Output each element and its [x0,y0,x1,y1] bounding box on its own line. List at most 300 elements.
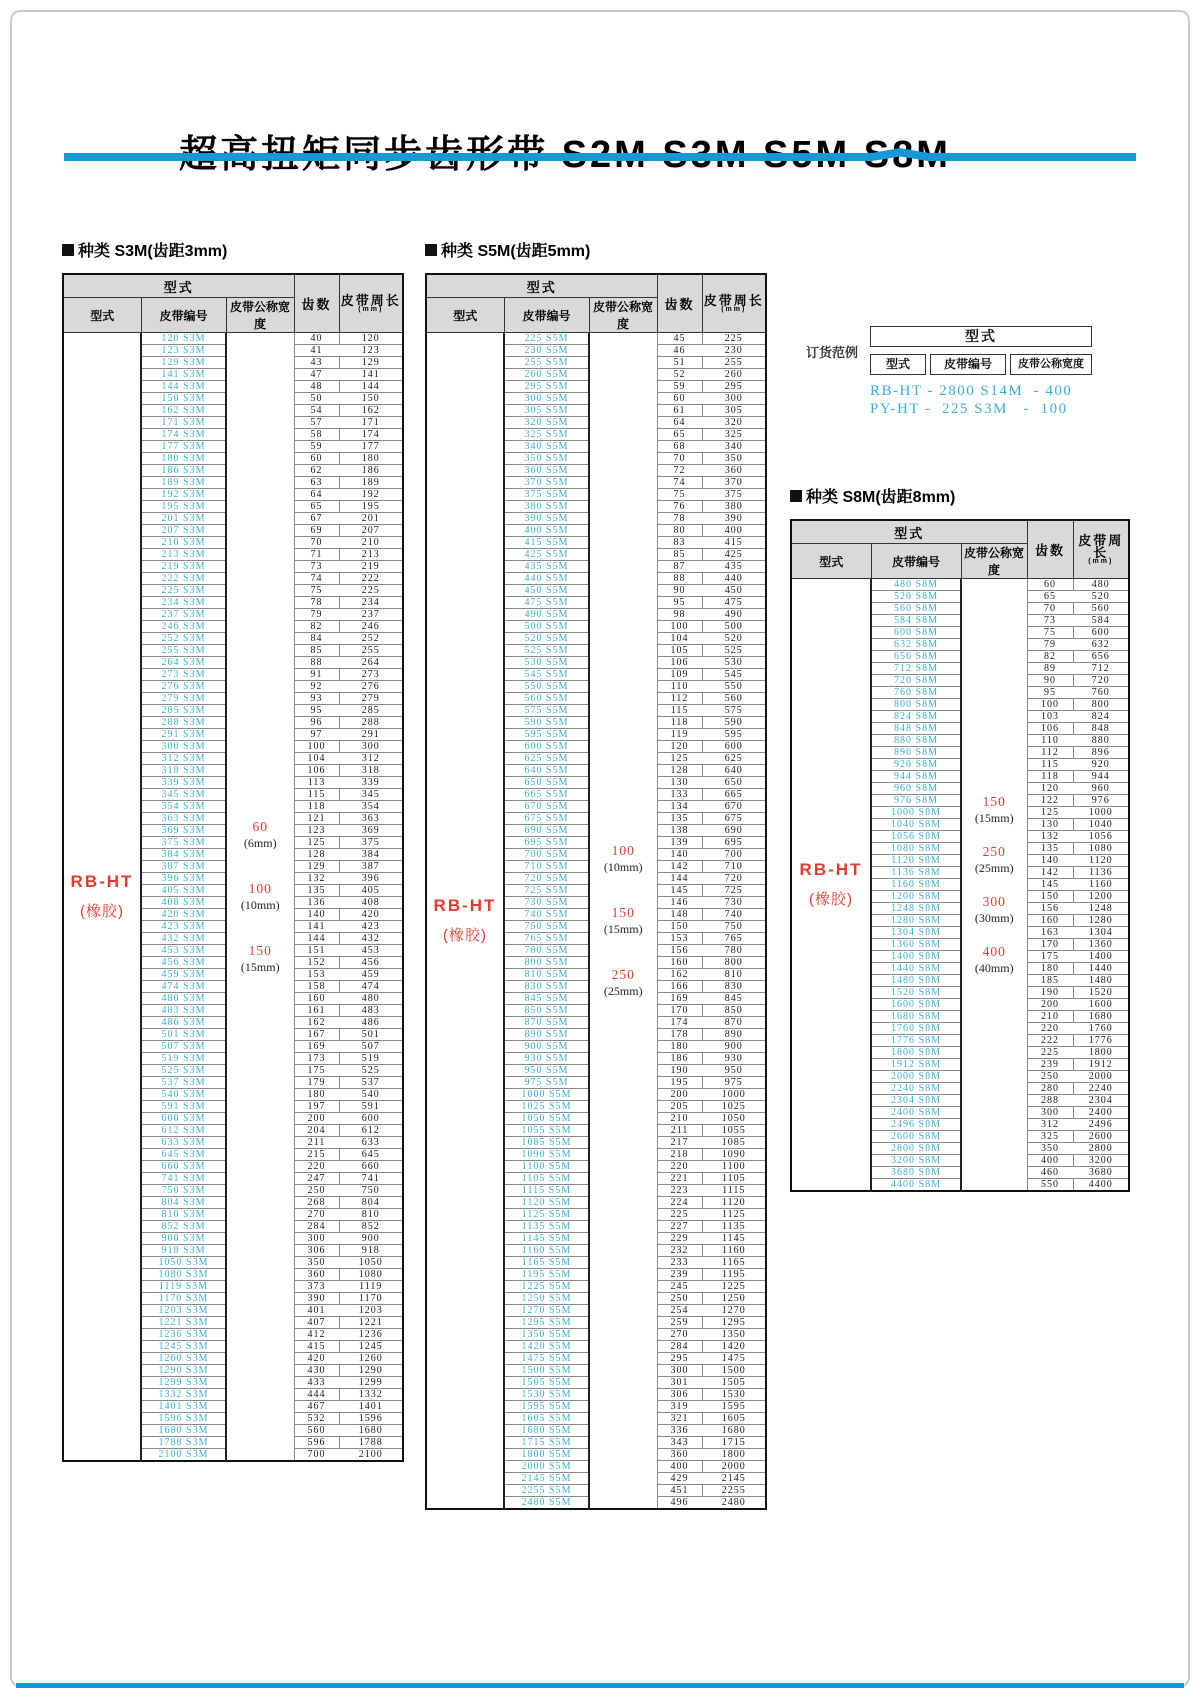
nominal-width-size: (15mm) [603,921,643,936]
teeth-count-cell: 132 [1027,831,1073,843]
belt-number-cell: 1480 S8M [871,975,961,987]
belt-length-cell: 900 [702,1041,766,1053]
belt-number-cell: 1800 S8M [871,1047,961,1059]
belt-length-cell: 520 [702,633,766,645]
belt-number-cell: 725 S5M [504,885,589,897]
nominal-width-value: 150 [611,904,635,920]
belt-number-cell: 1221 S3M [141,1317,226,1329]
nominal-width-entry [604,905,643,937]
teeth-count-cell: 215 [294,1149,339,1161]
belt-number-cell: 219 S3M [141,561,226,573]
belt-number-cell: 1250 S5M [504,1293,589,1305]
nominal-width-size: (10mm) [240,897,280,912]
belt-number-cell: 459 S3M [141,969,226,981]
nominal-width-entry [975,844,1014,876]
belt-number-cell: 560 S8M [871,603,961,615]
belt-number-cell: 2100 S3M [141,1449,226,1462]
teeth-count-cell: 60 [657,393,702,405]
belt-length-cell: 1236 [339,1329,403,1341]
column-header-group: 型式 [63,274,294,298]
belt-length-cell: 129 [339,357,403,369]
teeth-count-cell: 180 [294,1089,339,1101]
belt-length-cell: 560 [702,693,766,705]
belt-length-cell: 507 [339,1041,403,1053]
teeth-count-cell: 50 [294,393,339,405]
teeth-count-cell: 129 [294,861,339,873]
belt-number-cell: 1680 S5M [504,1425,589,1437]
teeth-count-cell: 284 [294,1221,339,1233]
belt-number-cell: 2000 S5M [504,1461,589,1473]
belt-length-cell: 670 [702,801,766,813]
section-title-s3m: 种类 S3M(齿距3mm) [62,238,404,261]
column-header-length: 皮带周长 (mm) [1073,520,1129,579]
column-header-belt-no: 皮带编号 [141,298,226,333]
belt-length-cell: 650 [702,777,766,789]
teeth-count-cell: 58 [294,429,339,441]
teeth-count-cell: 78 [657,513,702,525]
nominal-width-cell [226,333,294,1462]
teeth-count-cell: 40 [294,333,339,345]
belt-number-cell: 1050 S3M [141,1257,226,1269]
teeth-count-cell: 360 [657,1449,702,1461]
belt-length-cell: 1170 [339,1293,403,1305]
belt-length-cell: 1000 [1073,807,1129,819]
teeth-count-cell: 88 [294,657,339,669]
belt-number-cell: 1520 S8M [871,987,961,999]
belt-number-cell: 255 S3M [141,645,226,657]
teeth-count-cell: 106 [657,657,702,669]
column-header-width: 皮带公称宽度 [961,544,1027,579]
teeth-count-cell: 227 [657,1221,702,1233]
belt-number-cell: 318 S3M [141,765,226,777]
belt-number-cell: 255 S5M [504,357,589,369]
belt-number-cell: 660 S3M [141,1161,226,1173]
belt-number-cell: 3680 S8M [871,1167,961,1179]
belt-length-cell: 390 [702,513,766,525]
belt-length-cell: 222 [339,573,403,585]
belt-length-cell: 1200 [1073,891,1129,903]
section-title-s8m: 种类 S8M(齿距8mm) [790,484,1130,507]
teeth-count-cell: 68 [657,441,702,453]
belt-number-cell: 525 S5M [504,645,589,657]
belt-length-cell: 1125 [702,1209,766,1221]
belt-length-cell: 750 [702,921,766,933]
belt-number-cell: 595 S5M [504,729,589,741]
s5m-belt-table [425,273,767,1510]
teeth-count-cell: 211 [657,1125,702,1137]
teeth-count-cell: 128 [294,849,339,861]
belt-number-cell: 1000 S8M [871,807,961,819]
belt-length-cell: 225 [339,585,403,597]
belt-length-cell: 450 [702,585,766,597]
belt-number-cell: 1170 S3M [141,1293,226,1305]
order-example-boxes [870,326,1092,418]
teeth-count-cell: 76 [657,501,702,513]
belt-length-cell: 207 [339,525,403,537]
teeth-count-cell: 169 [657,993,702,1005]
belt-length-cell: 1100 [702,1161,766,1173]
belt-length-cell: 1085 [702,1137,766,1149]
belt-number-cell: 4400 S8M [871,1179,961,1192]
teeth-count-cell: 67 [294,513,339,525]
belt-number-cell: 900 S5M [504,1041,589,1053]
column-header-teeth: 齿数 [294,274,339,333]
teeth-count-cell: 295 [657,1353,702,1365]
belt-length-cell: 1800 [1073,1047,1129,1059]
belt-length-cell: 370 [702,477,766,489]
teeth-count-cell: 250 [294,1185,339,1197]
belt-length-cell: 800 [702,957,766,969]
teeth-count-cell: 75 [657,489,702,501]
page-bottom-rule [16,1683,1184,1688]
belt-number-cell: 246 S3M [141,621,226,633]
order-example-box-type: 型式 [870,354,926,375]
belt-number-cell: 1090 S5M [504,1149,589,1161]
belt-number-cell: 120 S3M [141,333,226,345]
belt-number-cell: 1760 S8M [871,1023,961,1035]
teeth-count-cell: 170 [1027,939,1073,951]
belt-number-cell: 141 S3M [141,369,226,381]
belt-length-cell: 384 [339,849,403,861]
belt-number-cell: 483 S3M [141,1005,226,1017]
belt-number-cell: 741 S3M [141,1173,226,1185]
belt-number-cell: 612 S3M [141,1125,226,1137]
order-example [806,326,1092,418]
teeth-count-cell: 65 [294,501,339,513]
belt-length-cell: 1304 [1073,927,1129,939]
belt-number-cell: 320 S5M [504,417,589,429]
belt-length-cell: 1120 [1073,855,1129,867]
order-example-box-belt-no: 皮带编号 [930,354,1006,375]
belt-number-cell: 1125 S5M [504,1209,589,1221]
belt-number-cell: 896 S8M [871,747,961,759]
belt-length-cell: 625 [702,753,766,765]
belt-number-cell: 396 S3M [141,873,226,885]
belt-length-cell: 545 [702,669,766,681]
belt-number-cell: 1800 S5M [504,1449,589,1461]
nominal-width-value: 250 [611,966,635,982]
teeth-count-cell: 112 [657,693,702,705]
belt-number-cell: 264 S3M [141,657,226,669]
belt-length-cell: 950 [702,1065,766,1077]
teeth-count-cell: 82 [294,621,339,633]
teeth-count-cell: 270 [294,1209,339,1221]
belt-length-cell: 285 [339,705,403,717]
belt-length-cell: 279 [339,693,403,705]
teeth-count-cell: 128 [657,765,702,777]
belt-length-cell: 288 [339,717,403,729]
teeth-count-cell: 239 [1027,1059,1073,1071]
belt-length-cell: 423 [339,921,403,933]
belt-length-cell: 1530 [702,1389,766,1401]
teeth-count-cell: 312 [1027,1119,1073,1131]
s3m-belt-table [62,273,404,1462]
belt-number-cell: 1350 S5M [504,1329,589,1341]
belt-length-cell: 264 [339,657,403,669]
teeth-count-cell: 220 [294,1161,339,1173]
section-marker-icon [425,244,437,256]
belt-number-cell: 1025 S5M [504,1101,589,1113]
belt-number-cell: 976 S8M [871,795,961,807]
belt-length-cell: 845 [702,993,766,1005]
teeth-count-cell: 95 [657,597,702,609]
belt-number-cell: 1295 S5M [504,1317,589,1329]
belt-length-cell: 1250 [702,1293,766,1305]
column-header-width: 皮带公称宽度 [226,298,294,333]
nominal-width-entry [975,944,1014,976]
belt-number-cell: 1595 S5M [504,1401,589,1413]
belt-number-cell: 1056 S8M [871,831,961,843]
belt-length-cell: 420 [339,909,403,921]
belt-length-cell: 896 [1073,747,1129,759]
belt-number-cell: 695 S5M [504,837,589,849]
belt-length-cell: 720 [1073,675,1129,687]
belt-length-cell: 350 [702,453,766,465]
belt-length-cell: 695 [702,837,766,849]
belt-length-cell: 920 [1073,759,1129,771]
teeth-count-cell: 69 [294,525,339,537]
teeth-count-cell: 407 [294,1317,339,1329]
belt-length-cell: 1596 [339,1413,403,1425]
belt-length-cell: 123 [339,345,403,357]
belt-number-cell: 1200 S8M [871,891,961,903]
belt-length-cell: 201 [339,513,403,525]
belt-number-cell: 750 S5M [504,921,589,933]
belt-length-cell: 2255 [702,1485,766,1497]
belt-length-cell: 530 [702,657,766,669]
teeth-count-cell: 103 [1027,711,1073,723]
belt-length-cell: 345 [339,789,403,801]
belt-number-cell: 520 S8M [871,591,961,603]
belt-number-cell: 584 S8M [871,615,961,627]
teeth-count-cell: 104 [294,753,339,765]
belt-length-cell: 560 [1073,603,1129,615]
teeth-count-cell: 105 [657,645,702,657]
belt-number-cell: 540 S3M [141,1089,226,1101]
teeth-count-cell: 142 [657,861,702,873]
belt-number-cell: 2145 S5M [504,1473,589,1485]
belt-length-cell: 2304 [1073,1095,1129,1107]
belt-number-cell: 560 S5M [504,693,589,705]
teeth-count-cell: 400 [1027,1155,1073,1167]
teeth-count-cell: 560 [294,1425,339,1437]
teeth-count-cell: 460 [1027,1167,1073,1179]
belt-length-cell: 725 [702,885,766,897]
teeth-count-cell: 222 [1027,1035,1073,1047]
teeth-count-cell: 163 [1027,927,1073,939]
belt-number-cell: 486 S3M [141,1017,226,1029]
belt-number-cell: 2255 S5M [504,1485,589,1497]
belt-length-cell: 830 [702,981,766,993]
teeth-count-cell: 170 [657,1005,702,1017]
belt-length-cell: 1195 [702,1269,766,1281]
teeth-count-cell: 158 [294,981,339,993]
teeth-count-cell: 153 [294,969,339,981]
order-example-top-box: 型式 [870,326,1092,347]
belt-number-cell: 850 S5M [504,1005,589,1017]
belt-length-cell: 453 [339,945,403,957]
teeth-count-cell: 148 [657,909,702,921]
belt-length-cell: 700 [702,849,766,861]
teeth-count-cell: 140 [294,909,339,921]
belt-number-cell: 363 S3M [141,813,226,825]
teeth-count-cell: 420 [294,1353,339,1365]
teeth-count-cell: 71 [294,549,339,561]
teeth-count-cell: 51 [657,357,702,369]
belt-length-cell: 900 [339,1233,403,1245]
belt-number-cell: 370 S5M [504,477,589,489]
belt-length-cell: 690 [702,825,766,837]
belt-number-cell: 1912 S8M [871,1059,961,1071]
belt-length-cell: 645 [339,1149,403,1161]
belt-length-cell: 575 [702,705,766,717]
belt-number-cell: 890 S5M [504,1029,589,1041]
teeth-count-cell: 85 [657,549,702,561]
belt-length-cell: 760 [1073,687,1129,699]
teeth-count-cell: 60 [1027,579,1073,591]
belt-number-cell: 625 S5M [504,753,589,765]
teeth-count-cell: 284 [657,1341,702,1353]
belt-length-cell: 1360 [1073,939,1129,951]
teeth-count-cell: 210 [1027,1011,1073,1023]
belt-length-cell: 3680 [1073,1167,1129,1179]
belt-number-cell: 186 S3M [141,465,226,477]
belt-type-cell [426,333,504,1510]
belt-number-cell: 810 S3M [141,1209,226,1221]
belt-number-cell: 375 S3M [141,837,226,849]
belt-number-cell: 384 S3M [141,849,226,861]
column-header-type: 型式 [791,544,871,579]
teeth-count-cell: 430 [294,1365,339,1377]
belt-length-cell: 675 [702,813,766,825]
s5m-table-header [426,274,766,333]
teeth-count-cell: 85 [294,645,339,657]
teeth-count-cell: 45 [657,333,702,345]
teeth-count-cell: 135 [1027,843,1073,855]
teeth-count-cell: 150 [1027,891,1073,903]
belt-length-cell: 633 [339,1137,403,1149]
teeth-count-cell: 118 [1027,771,1073,783]
teeth-count-cell: 98 [657,609,702,621]
belt-number-cell: 230 S5M [504,345,589,357]
belt-length-cell: 180 [339,453,403,465]
teeth-count-cell: 47 [294,369,339,381]
belt-number-cell: 1420 S5M [504,1341,589,1353]
belt-length-cell: 1025 [702,1101,766,1113]
belt-length-cell: 189 [339,477,403,489]
teeth-count-cell: 134 [657,801,702,813]
belt-length-cell: 1080 [1073,843,1129,855]
teeth-count-cell: 433 [294,1377,339,1389]
teeth-count-cell: 306 [657,1389,702,1401]
belt-length-cell: 1440 [1073,963,1129,975]
teeth-count-cell: 120 [1027,783,1073,795]
belt-length-cell: 750 [339,1185,403,1197]
s3m-table-body [63,333,403,1462]
belt-length-cell: 1221 [339,1317,403,1329]
column-header-teeth: 齿数 [657,274,702,333]
belt-length-cell: 186 [339,465,403,477]
belt-number-cell: 1145 S5M [504,1233,589,1245]
belt-number-cell: 210 S3M [141,537,226,549]
teeth-count-cell: 95 [294,705,339,717]
teeth-count-cell: 112 [1027,747,1073,759]
teeth-count-cell: 180 [657,1041,702,1053]
belt-number-cell: 824 S8M [871,711,961,723]
belt-number-cell: 174 S3M [141,429,226,441]
belt-length-cell: 150 [339,393,403,405]
teeth-count-cell: 106 [294,765,339,777]
belt-number-cell: 1332 S3M [141,1389,226,1401]
belt-number-cell: 633 S3M [141,1137,226,1149]
teeth-count-cell: 41 [294,345,339,357]
belt-number-cell: 390 S5M [504,513,589,525]
teeth-count-cell: 254 [657,1305,702,1317]
teeth-count-cell: 118 [294,801,339,813]
belt-number-cell: 340 S5M [504,441,589,453]
teeth-count-cell: 54 [294,405,339,417]
belt-length-cell: 810 [339,1209,403,1221]
column-header-belt-no: 皮带编号 [871,544,961,579]
belt-number-cell: 201 S3M [141,513,226,525]
belt-number-cell: 665 S5M [504,789,589,801]
belt-length-cell: 550 [702,681,766,693]
belt-number-cell: 960 S8M [871,783,961,795]
teeth-count-cell: 162 [294,1017,339,1029]
belt-length-cell: 1420 [702,1341,766,1353]
teeth-count-cell: 325 [1027,1131,1073,1143]
belt-length-cell: 1520 [1073,987,1129,999]
belt-number-cell: 1605 S5M [504,1413,589,1425]
teeth-count-cell: 110 [1027,735,1073,747]
nominal-width-entry [604,967,643,999]
belt-number-cell: 1195 S5M [504,1269,589,1281]
belt-length-cell: 305 [702,405,766,417]
belt-length-cell: 660 [339,1161,403,1173]
teeth-count-cell: 62 [294,465,339,477]
belt-number-cell: 730 S5M [504,897,589,909]
belt-type-name: RB-HT [799,860,863,879]
belt-length-cell: 1260 [339,1353,403,1365]
teeth-count-cell: 59 [294,441,339,453]
belt-length-cell: 320 [702,417,766,429]
teeth-count-cell: 100 [1027,699,1073,711]
belt-number-cell: 354 S3M [141,801,226,813]
belt-length-cell: 640 [702,765,766,777]
belt-length-cell: 300 [339,741,403,753]
belt-length-cell: 848 [1073,723,1129,735]
belt-number-cell: 285 S3M [141,705,226,717]
section-s8m [790,484,1130,1192]
teeth-count-cell: 532 [294,1413,339,1425]
teeth-count-cell: 160 [657,957,702,969]
teeth-count-cell: 122 [1027,795,1073,807]
teeth-count-cell: 179 [294,1077,339,1089]
teeth-count-cell: 175 [294,1065,339,1077]
column-header-teeth: 齿数 [1027,520,1073,579]
belt-length-cell: 4400 [1073,1179,1129,1192]
belt-number-cell: 123 S3M [141,345,226,357]
belt-number-cell: 369 S3M [141,825,226,837]
teeth-count-cell: 64 [294,489,339,501]
belt-number-cell: 380 S5M [504,501,589,513]
belt-length-cell: 1160 [1073,879,1129,891]
belt-length-cell: 237 [339,609,403,621]
belt-number-cell: 450 S5M [504,585,589,597]
belt-length-cell: 1145 [702,1233,766,1245]
belt-number-cell: 1680 S3M [141,1425,226,1437]
teeth-count-cell: 136 [294,897,339,909]
